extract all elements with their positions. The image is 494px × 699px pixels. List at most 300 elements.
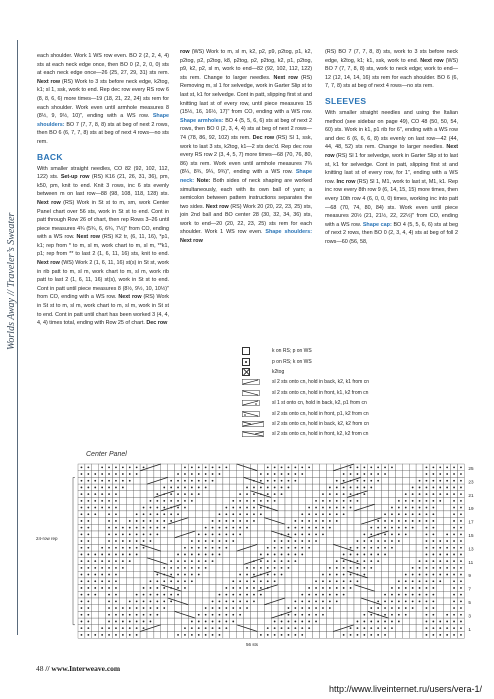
purl-dot [129, 560, 131, 562]
chart-cell [154, 551, 161, 558]
purl-dot [101, 466, 103, 468]
purl-dot [108, 513, 110, 515]
chart-cell [188, 511, 195, 518]
chart-cell [292, 565, 299, 572]
purl-dot [129, 627, 131, 629]
purl-dot [94, 554, 96, 556]
purl-dot [108, 600, 110, 602]
purl-dot [377, 480, 379, 482]
purl-dot [225, 607, 227, 609]
key-row: sl 2 sts onto cn, hold in front, k1, k2 from cn [242, 388, 457, 398]
purl-dot [246, 520, 248, 522]
chart-cell [244, 471, 251, 478]
purl-dot [115, 466, 117, 468]
purl-dot [150, 500, 152, 502]
purl-dot [439, 574, 441, 576]
row-number-label: 11 [468, 559, 474, 565]
chart-cell [257, 598, 264, 605]
chart-cell [126, 565, 133, 572]
chart-cell [244, 551, 251, 558]
purl-dot [170, 513, 172, 515]
chart-cell [395, 471, 402, 478]
purl-dot [170, 567, 172, 569]
purl-dot [156, 500, 158, 502]
purl-dot [205, 533, 207, 535]
purl-dot [136, 607, 138, 609]
purl-dot [357, 567, 359, 569]
chart-cell [278, 578, 285, 585]
purl-dot [343, 507, 345, 509]
purl-dot [446, 574, 448, 576]
purl-dot [288, 560, 290, 562]
chart-cell [188, 605, 195, 612]
purl-dot [432, 540, 434, 542]
purl-dot [274, 580, 276, 582]
purl-dot [426, 560, 428, 562]
purl-dot [288, 540, 290, 542]
purl-dot [439, 627, 441, 629]
purl-dot [274, 540, 276, 542]
purl-dot [177, 580, 179, 582]
purl-dot [136, 540, 138, 542]
purl-dot [150, 507, 152, 509]
purl-dot [288, 480, 290, 482]
purl-dot [384, 473, 386, 475]
chart-cell [326, 551, 333, 558]
repeat-label: 24-row rep [36, 536, 58, 541]
purl-dot [432, 500, 434, 502]
purl-dot [108, 493, 110, 495]
cable-2-1-lpc-icon [242, 411, 264, 417]
chart-cell [313, 491, 320, 498]
purl-dot [357, 554, 359, 556]
purl-dot [239, 600, 241, 602]
purl-dot [294, 634, 296, 636]
purl-dot [150, 614, 152, 616]
purl-dot [453, 554, 455, 556]
chart-cell [237, 477, 244, 484]
chart-cell [313, 544, 320, 551]
purl-dot [87, 627, 89, 629]
chart-cell [140, 491, 147, 498]
purl-dot [281, 567, 283, 569]
purl-dot [460, 600, 462, 602]
purl-dot [136, 547, 138, 549]
chart-cell [409, 625, 416, 632]
purl-dot [150, 594, 152, 596]
purl-dot [101, 560, 103, 562]
purl-dot [370, 621, 372, 623]
purl-dot [232, 587, 234, 589]
chart-cell [409, 544, 416, 551]
chart-cell [306, 498, 313, 505]
purl-dot [384, 527, 386, 529]
purl-dot [205, 627, 207, 629]
chart-cell [209, 491, 216, 498]
chart-cell [292, 585, 299, 592]
purl-dot [432, 560, 434, 562]
chart-cell [395, 544, 402, 551]
chart-cell [126, 498, 133, 505]
purl-dot [115, 567, 117, 569]
purl-dot [191, 493, 193, 495]
chart-cell [292, 498, 299, 505]
purl-dot [363, 480, 365, 482]
purl-dot [460, 473, 462, 475]
purl-dot [357, 634, 359, 636]
row-number-label: 25 [468, 466, 474, 472]
purl-dot [336, 507, 338, 509]
purl-dot [419, 567, 421, 569]
purl-dot [184, 480, 186, 482]
chart-cell [264, 538, 271, 545]
paragraph-back: With smaller straight needles, CO 82 (92, 102, 112, 122) sts. Set-up row (RS) K16 (21, 26, 31, 36), pm, k50, pm, knit to end. Knit 3 rows, inc 6 sts evenly between m on last row—88 (98, 108, 118, 128) sts. Next row (RS) Work in St st to m, sm, work Center Panel chart over 56 sts, work in St st to end. Cont in patt through Row 26 of chart, then rep Rows 3–26 until piece measures 4¾ (5¾, 6, 6¾, 7½)" from CO, ending with a WS row. Next row (RS) K2 tr, (6, 11, 16), *p1, k1; rep from * to m, sl m, work chart to m, sl m, **k1, p1; rep from ** to last 2 (1, 6, 11, 16) sts, knit to end. Next row (WS) Work 2 (1, 6, 11, 16) st(s) in St st, work in rib patt to m, sl m, work chart to m, sl m, work rib patt to last 2 (1, 6, 11, 16) st(s), work in St st to end. Cont in patt until piece measures 8 (8½, 9½, 10, 10½)" from CO, ending with a WS row. Next row (RS) Work in St st to m, sl m, work chart to m, sl m, work in St st to end. Cont in patt until chart has been worked 3 (4, 4, 4, 4) times total, ending with Row 25 of chart. Dec row [37, 165, 170, 327]
purl-dot [150, 600, 152, 602]
purl-dot [260, 513, 262, 515]
purl-dot [101, 480, 103, 482]
chart-cell [147, 491, 154, 498]
purl-dot [412, 600, 414, 602]
chart-cell [285, 504, 292, 511]
chart-cell [161, 618, 168, 625]
row-number-label: 19 [468, 506, 474, 512]
cable-2-2-rc-icon [242, 421, 264, 427]
purl-dot [439, 560, 441, 562]
purl-dot [108, 607, 110, 609]
purl-dot [446, 547, 448, 549]
chart-cell [202, 504, 209, 511]
purl-dot [156, 493, 158, 495]
purl-dot [108, 473, 110, 475]
chart-cell [340, 524, 347, 531]
chart-cell [326, 531, 333, 538]
purl-dot [184, 627, 186, 629]
purl-dot [391, 600, 393, 602]
purl-dot [101, 567, 103, 569]
chart-cell [92, 611, 99, 618]
chart-cell [320, 551, 327, 558]
chart-cell [119, 511, 126, 518]
chart-cell [230, 632, 237, 639]
chart-cell [126, 484, 133, 491]
purl-dot [288, 473, 290, 475]
purl-dot [350, 627, 352, 629]
chart-cell [416, 538, 423, 545]
purl-dot [260, 594, 262, 596]
purl-dot [170, 487, 172, 489]
purl-dot [219, 527, 221, 529]
purl-dot [115, 634, 117, 636]
chart-cell [437, 611, 444, 618]
purl-dot [453, 507, 455, 509]
purl-dot [225, 507, 227, 509]
purl-dot [377, 627, 379, 629]
purl-dot [143, 466, 145, 468]
purl-dot [432, 473, 434, 475]
purl-dot [301, 600, 303, 602]
purl-dot [281, 540, 283, 542]
purl-dot [101, 634, 103, 636]
purl-dot [212, 560, 214, 562]
purl-dot [350, 587, 352, 589]
purl-dot [315, 520, 317, 522]
purl-dot [205, 554, 207, 556]
purl-dot [184, 473, 186, 475]
purl-dot [108, 540, 110, 542]
purl-dot [81, 466, 83, 468]
purl-dot [384, 513, 386, 515]
purl-dot [370, 614, 372, 616]
row-number-label: 17 [468, 519, 474, 525]
chart-cell [299, 585, 306, 592]
chart-cell [375, 511, 382, 518]
purl-dot [426, 627, 428, 629]
purl-dot [308, 466, 310, 468]
chart-cell [444, 511, 451, 518]
chart-cell [306, 551, 313, 558]
purl-dot [225, 520, 227, 522]
purl-dot [460, 493, 462, 495]
chart-cell [395, 632, 402, 639]
purl-dot [377, 547, 379, 549]
chart-cell [237, 565, 244, 572]
purl-dot [453, 540, 455, 542]
chart-cell [168, 538, 175, 545]
purl-dot [156, 614, 158, 616]
purl-dot [405, 513, 407, 515]
purl-dot [87, 621, 89, 623]
purl-dot [94, 480, 96, 482]
purl-dot [87, 493, 89, 495]
purl-dot [363, 473, 365, 475]
purl-dot [156, 533, 158, 535]
purl-dot [363, 634, 365, 636]
purl-dot [115, 513, 117, 515]
chart-cell [299, 491, 306, 498]
cable-2-2-lc-icon [242, 431, 264, 437]
chart-cell [182, 524, 189, 531]
chart-cell [340, 518, 347, 525]
chart-cell [333, 524, 340, 531]
purl-dot [87, 634, 89, 636]
chart-cell [333, 531, 340, 538]
purl-dot [288, 487, 290, 489]
purl-dot [184, 547, 186, 549]
purl-dot [357, 487, 359, 489]
purl-dot [350, 493, 352, 495]
chart-cell [216, 498, 223, 505]
chart-cell [306, 477, 313, 484]
purl-dot [198, 627, 200, 629]
purl-dot [205, 567, 207, 569]
purl-dot [177, 554, 179, 556]
purl-dot [453, 527, 455, 529]
purl-dot [363, 560, 365, 562]
chart-cell [375, 498, 382, 505]
purl-dot [260, 554, 262, 556]
chart-cell [347, 611, 354, 618]
chart-cell [306, 491, 313, 498]
purl-dot [274, 487, 276, 489]
purl-dot [315, 594, 317, 596]
chart-cell [299, 558, 306, 565]
purl-dot [122, 473, 124, 475]
chart-cell [361, 605, 368, 612]
chart-cell [216, 491, 223, 498]
chart-cell [133, 477, 140, 484]
purl-dot [219, 554, 221, 556]
purl-dot [281, 547, 283, 549]
purl-dot [150, 621, 152, 623]
purl-dot [101, 507, 103, 509]
chart-cell [375, 491, 382, 498]
purl-dot [212, 621, 214, 623]
purl-dot [357, 580, 359, 582]
purl-dot [301, 627, 303, 629]
chart-cell [444, 578, 451, 585]
chart-cell [278, 498, 285, 505]
chart-cell [313, 464, 320, 471]
purl-dot [419, 574, 421, 576]
purl-dot [446, 493, 448, 495]
purl-dot [267, 473, 269, 475]
chart-cell [195, 598, 202, 605]
chart-cell [257, 625, 264, 632]
purl-dot [253, 587, 255, 589]
purl-dot [219, 520, 221, 522]
chart-row-labels [468, 466, 474, 632]
purl-dot [453, 634, 455, 636]
chart-cell [161, 611, 168, 618]
chart-cell [389, 498, 396, 505]
chart-cell [444, 518, 451, 525]
purl-dot [460, 507, 462, 509]
purl-dot [267, 580, 269, 582]
purl-dot [122, 634, 124, 636]
chart-cell [375, 484, 382, 491]
purl-dot [81, 574, 83, 576]
purl-dot [343, 554, 345, 556]
purl-dot [219, 607, 221, 609]
chart-cell [188, 518, 195, 525]
purl-dot [308, 587, 310, 589]
chart-cell [402, 558, 409, 565]
chart-cell [347, 605, 354, 612]
chart-cell [306, 571, 313, 578]
purl-dot [391, 587, 393, 589]
purl-dot [267, 574, 269, 576]
purl-dot [384, 634, 386, 636]
purl-dot [281, 560, 283, 562]
purl-dot [419, 513, 421, 515]
purl-dot [212, 554, 214, 556]
purl-dot [350, 634, 352, 636]
purl-dot [322, 574, 324, 576]
purl-dot [129, 634, 131, 636]
purl-dot [432, 567, 434, 569]
purl-dot [308, 520, 310, 522]
chart-cell [119, 571, 126, 578]
purl-dot [398, 500, 400, 502]
purl-dot [163, 507, 165, 509]
purl-dot [363, 621, 365, 623]
purl-dot [288, 527, 290, 529]
purl-dot [136, 527, 138, 529]
purl-dot [377, 473, 379, 475]
chart-cell [285, 585, 292, 592]
chart-cell [395, 477, 402, 484]
purl-dot [439, 547, 441, 549]
purl-dot [329, 513, 331, 515]
purl-dot [170, 574, 172, 576]
chart-cell [444, 524, 451, 531]
purl-dot [294, 547, 296, 549]
purl-dot [150, 520, 152, 522]
purl-dot [460, 614, 462, 616]
purl-dot [87, 480, 89, 482]
purl-dot [336, 587, 338, 589]
purl-dot [357, 627, 359, 629]
chart-cell [257, 524, 264, 531]
purl-dot [439, 567, 441, 569]
purl-dot [136, 513, 138, 515]
purl-dot [308, 621, 310, 623]
purl-dot [143, 533, 145, 535]
purl-dot [294, 480, 296, 482]
purl-dot [150, 540, 152, 542]
purl-dot [143, 621, 145, 623]
purl-dot [143, 540, 145, 542]
purl-dot [253, 594, 255, 596]
purl-dot [122, 621, 124, 623]
chart-cell [119, 598, 126, 605]
purl-dot [308, 527, 310, 529]
chart-cell [251, 605, 258, 612]
purl-dot [405, 607, 407, 609]
purl-dot [453, 567, 455, 569]
purl-dot [460, 587, 462, 589]
text-column-1 [37, 52, 169, 328]
chart-cell [395, 491, 402, 498]
purl-dot [101, 554, 103, 556]
purl-dot [156, 527, 158, 529]
purl-dot [122, 607, 124, 609]
purl-dot [129, 600, 131, 602]
chart-cell [320, 464, 327, 471]
purl-dot [212, 473, 214, 475]
chart-cell [320, 471, 327, 478]
purl-dot [239, 614, 241, 616]
purl-dot [122, 547, 124, 549]
purl-dot [260, 507, 262, 509]
purl-dot [315, 540, 317, 542]
purl-dot [391, 527, 393, 529]
purl-dot [274, 473, 276, 475]
purl-dot [136, 533, 138, 535]
purl-dot [405, 574, 407, 576]
purl-dot [198, 480, 200, 482]
purl-dot [191, 480, 193, 482]
chart-cell [92, 598, 99, 605]
purl-dot [136, 600, 138, 602]
chart-cell [347, 518, 354, 525]
chart-cell [147, 471, 154, 478]
purl-dot [184, 493, 186, 495]
chart-cell [161, 464, 168, 471]
purl-dot [274, 560, 276, 562]
chart-cell [161, 625, 168, 632]
purl-dot [301, 594, 303, 596]
